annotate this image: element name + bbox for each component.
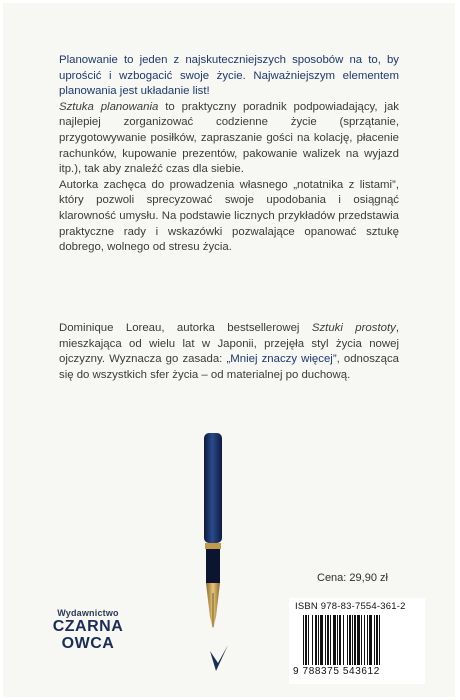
barcode-bar: [343, 615, 344, 665]
guide-paragraph: [59, 100, 399, 178]
barcode-bar: [376, 615, 378, 665]
author-block: [59, 321, 399, 383]
barcode-bar: [330, 615, 331, 665]
barcode-bar: [327, 615, 329, 665]
barcode-bar: [320, 615, 323, 665]
publisher-logo: [43, 608, 133, 652]
book-back-cover: [3, 3, 455, 697]
barcode-bar: [333, 615, 336, 665]
barcode-bar: [318, 615, 319, 665]
barcode-bar: [308, 615, 309, 665]
fountain-pen-image: [196, 433, 236, 633]
barcode-bar: [364, 615, 365, 665]
publisher-name-line2: OWCA: [61, 635, 115, 652]
author-text-middle: , mieszkająca od wielu lat w Japonii, przejęła styl życia nowej ojczyzny. Wyznacza go zasada:: [59, 322, 399, 366]
publisher-label: Wydawnictwo: [57, 608, 119, 618]
previous-book-title: Sztuki prostoty: [311, 322, 396, 334]
price-label: Cena: 29,90 zł: [317, 572, 388, 584]
motto: „Mniej znaczy więcej”: [226, 353, 337, 366]
barcode-bar: [305, 615, 307, 665]
barcode-bar: [337, 615, 338, 665]
barcode-image: [303, 615, 413, 665]
barcode-area: [289, 598, 425, 684]
author-text-after: , odnosząca się do wszystkich sfer życia – od materialnej po duchową.: [59, 353, 399, 381]
barcode-bar: [339, 615, 341, 665]
barcode-bar: [352, 615, 353, 665]
barcode-bar: [325, 615, 326, 665]
publisher-checkmark-icon: [208, 643, 230, 673]
barcode-digits: 9 788375 543612: [293, 666, 380, 677]
barcode-bar: [357, 615, 360, 665]
author-text-before: Dominique Loreau, autorka bestsellerowej: [59, 322, 312, 334]
guide-text: to praktyczny poradnik podpowiadający, jak najlepiej zorganizować codzienne życie (sprzątanie, przygotowywanie posiłków, zapraszanie gości na kolację, płacenie rachunków, kupowanie prezentów, pakowanie walizek na wyjazd itp.), tak aby znaleźć czas dla siebie.: [59, 100, 399, 176]
publisher-name-line1: CZARNA: [52, 618, 124, 635]
description-block: [59, 53, 399, 256]
barcode-bar: [315, 615, 317, 665]
barcode-bar: [374, 615, 375, 665]
barcode-bar: [347, 615, 348, 665]
barcode-bar: [303, 615, 304, 665]
barcode-bar: [361, 615, 362, 665]
barcode-bar: [369, 615, 372, 665]
intro-paragraph: Planowanie to jeden z najskuteczniejszych sposobów na to, by uprościć i wzbogacić swoje życie. Najważniejszym elementem planowania jest układanie list!: [59, 54, 399, 98]
notebook-paragraph: Autorka zachęca do prowadzenia własnego „notatnika z listami”, który pozwoli sprecyzować swoje upodobania i osiągnąć klarowność umysłu. Na podstawie licznych przykładów przedstawia praktyczne rady i wskazówki pozwalające opanować sztukę dobrego, wolnego od stresu życia.: [59, 178, 399, 254]
barcode-bar: [354, 615, 356, 665]
book-title: Sztuka planowania: [59, 100, 159, 113]
barcode-bar: [379, 615, 380, 665]
barcode-bar: [312, 615, 313, 665]
barcode-bar: [349, 615, 351, 665]
barcode-bar: [367, 615, 368, 665]
isbn-label: ISBN 978-83-7554-361-2: [295, 601, 406, 612]
author-paragraph: [59, 321, 399, 383]
